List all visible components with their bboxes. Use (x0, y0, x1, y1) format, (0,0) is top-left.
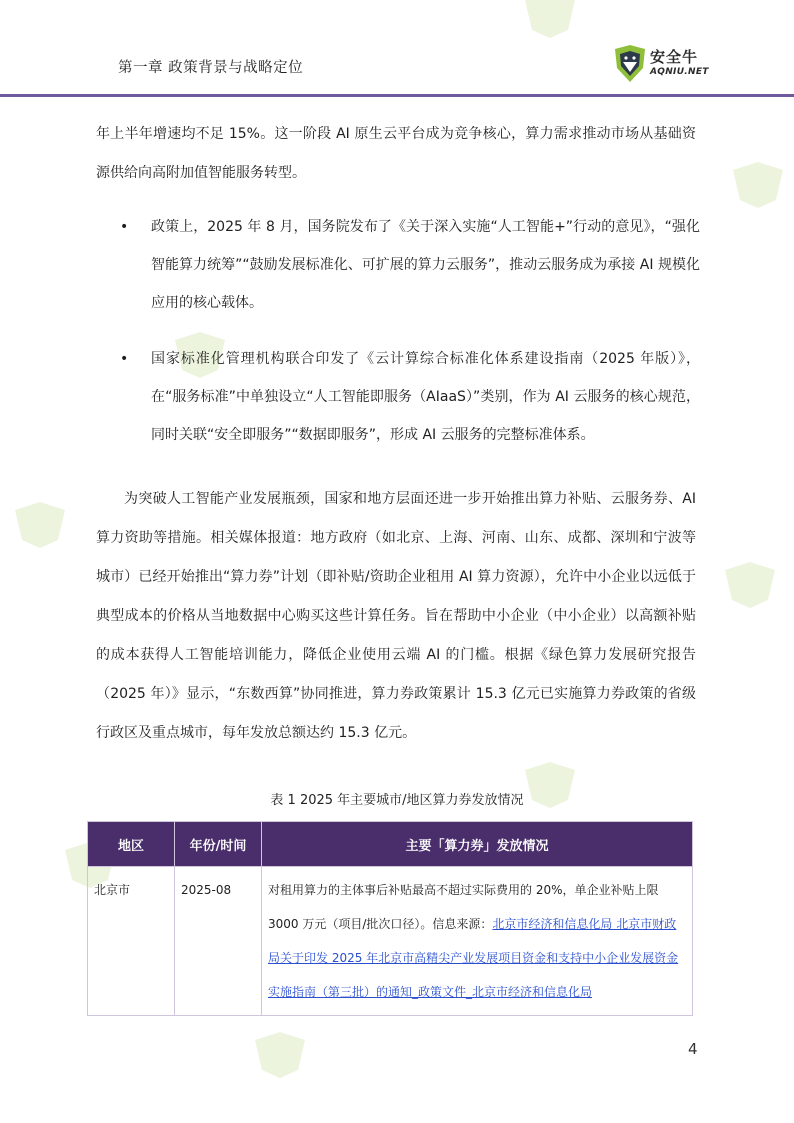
brand-logo (612, 44, 709, 84)
logo-text-en: AQNIU.NET (650, 67, 709, 77)
column-header-detail: 主要「算力券」发放情况 (262, 822, 693, 867)
header-divider (0, 94, 794, 97)
bullet-text: 国家标准化管理机构联合印发了《云计算综合标准化体系建设指南（2025 年版）》，在“服务标准”中单独设立“人工智能即服务（AIaaS）”类别，作为 AI 云服务的核心规范，同时关联“安全即服务”“数据即服务”，形成 AI 云服务的完整标准体系。 (151, 351, 700, 443)
column-header-region: 地区 (88, 822, 175, 867)
bull-shield-icon (612, 44, 648, 84)
bullet-list (120, 208, 700, 472)
watermark-logo (728, 160, 788, 214)
compute-voucher-table (87, 821, 693, 1016)
chapter-title: 第一章 政策背景与战略定位 (118, 60, 304, 76)
paragraph: 年上半年增速均不足 15%。这一阶段 AI 原生云平台成为竞争核心，算力需求推动市场从基础资源供给向高附加值智能服务转型。 (96, 126, 696, 181)
column-header-date: 年份/时间 (175, 822, 262, 867)
cell-region: 北京市 (88, 867, 175, 1016)
logo-text-cn: 安全牛 (650, 48, 699, 66)
table-caption: 表 1 2025 年主要城市/地区算力券发放情况 (270, 793, 524, 808)
bullet-icon: • (120, 351, 129, 367)
cell-date: 2025-08 (175, 867, 262, 1016)
cell-detail (262, 867, 693, 1016)
page-header (0, 0, 794, 96)
bullet-item (120, 340, 700, 454)
watermark-logo (10, 500, 70, 554)
bullet-item (120, 208, 700, 322)
table-header-row (88, 822, 693, 867)
bullet-text: 政策上，2025 年 8 月，国务院发布了《关于深入实施“人工智能+”行动的意见》，“强化智能算力统筹”“鼓励发展标准化、可扩展的算力云服务”，推动云服务成为承接 AI 规模化应用的核心载体。 (151, 219, 700, 311)
watermark-logo (720, 560, 780, 614)
detail-text: 对租用算力的主体事后补贴最高不超过实际费用的 20%，单企业补贴上限 3000 万元（项目/批次口径）。信息来源： (268, 883, 659, 931)
page-number: 4 (688, 1040, 698, 1058)
table-row (88, 867, 693, 1016)
bullet-icon: • (120, 219, 129, 235)
watermark-logo (250, 1030, 310, 1084)
paragraph: 为突破人工智能产业发展瓶颈，国家和地方层面还进一步开始推出算力补贴、云服务券、AI 算力资助等措施。相关媒体报道：地方政府（如北京、上海、河南、山东、成都、深圳和宁波等城市）已经开始推出“算力券”计划（即补贴/资助企业租用 AI 算力资源），允许中小企业以远低于典型成本的价格从当地数据中心购买这些计算任务。旨在帮助中小企业（中小企业）以高额补贴的成本获得人工智能培训能力，降低企业使用云端 AI 的门槛。根据《绿色算力发展研究报告（2025 年）》显示，“东数西算”协同推进，算力券政策累计 15.3 亿元已实施算力券政策的省级行政区及重点城市，每年发放总额达约 15.3 亿元。 (96, 491, 696, 741)
source-link[interactable]: 北京市经济和信息化局 北京市财政局关于印发 2025 年北京市高精尖产业发展项目资金和支持中小企业发展资金实施指南（第三批）的通知_政策文件_北京市经济和信息化局 (268, 917, 679, 999)
